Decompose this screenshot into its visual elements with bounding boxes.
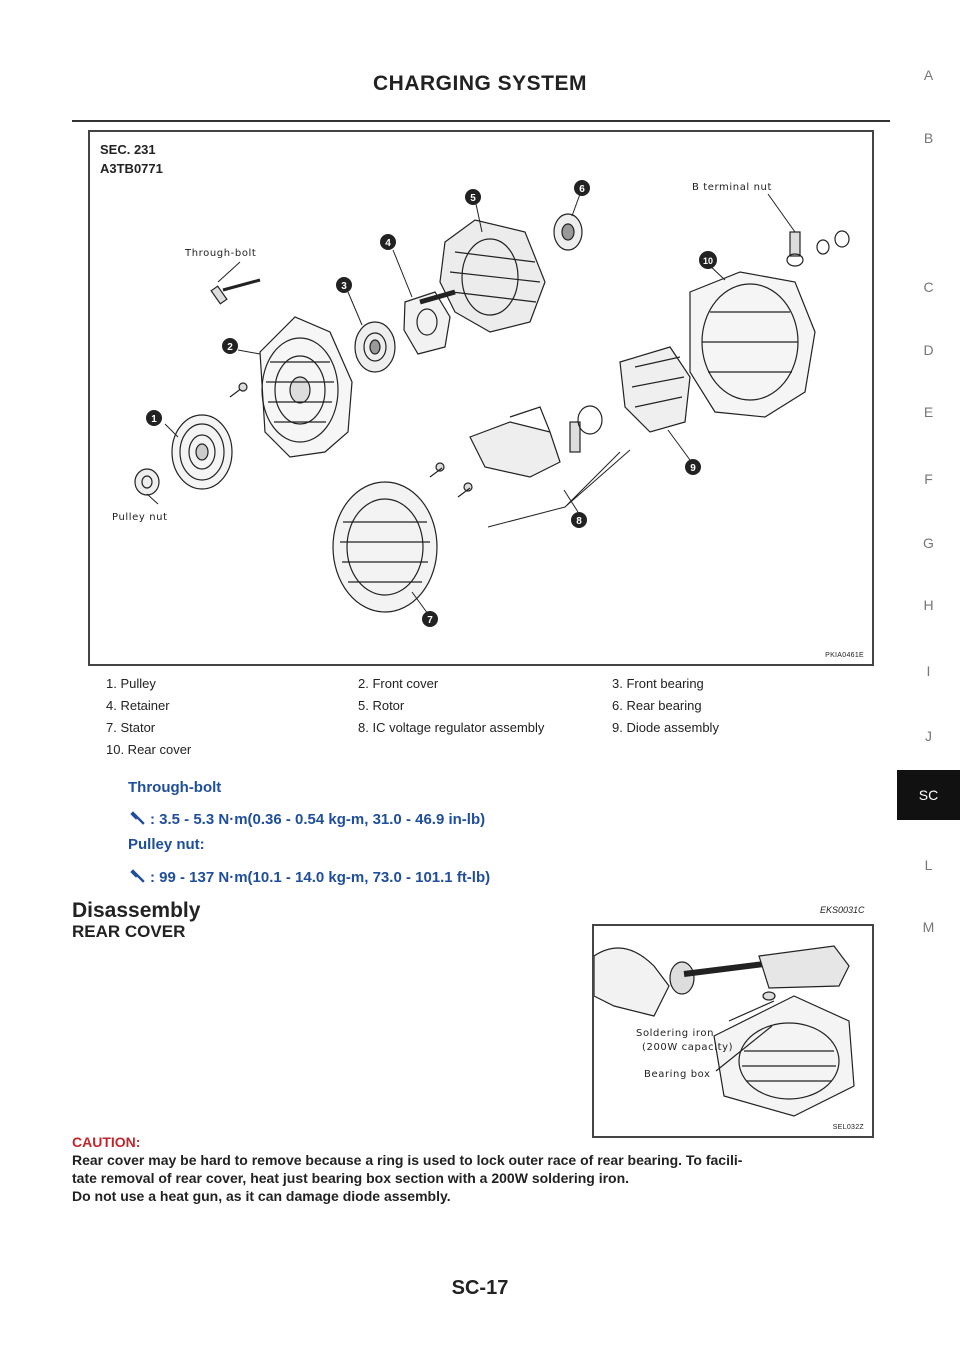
torque-pulley-nut-value: : 99 - 137 N·m(10.1 - 14.0 kg-m, 73.0 - 101.1 ft-lb)	[130, 868, 490, 886]
pulley-part	[172, 415, 232, 489]
svg-text:8: 8	[576, 516, 582, 527]
part-item: 6. Rear bearing	[612, 698, 702, 713]
torque-through-bolt-value: : 3.5 - 5.3 N·m(0.36 - 0.54 kg-m, 31.0 - 46.9 in-lb)	[130, 810, 485, 828]
callout-4	[380, 234, 396, 250]
rear-bearing-part	[554, 214, 582, 250]
callout-10	[699, 251, 717, 269]
callout-1	[146, 410, 162, 426]
index-item-c[interactable]: C	[923, 279, 934, 295]
part-item: 1. Pulley	[106, 676, 156, 691]
page-number: SC-17	[451, 1277, 509, 1299]
torque-wrench-icon	[130, 868, 146, 884]
part-item: 3. Front bearing	[612, 676, 704, 691]
exploded-view-drawing	[90, 132, 872, 664]
figure-section-ref: SEC. 231 A3TB0771	[100, 142, 163, 176]
svg-text:4: 4	[385, 238, 391, 249]
svg-text:9: 9	[690, 463, 696, 474]
callout-3	[336, 277, 352, 293]
index-item-j[interactable]: J	[925, 728, 932, 744]
index-item-d[interactable]: D	[923, 342, 934, 358]
diode-assembly-part	[620, 347, 690, 432]
caution-label: CAUTION:	[72, 1134, 141, 1150]
through-bolt-part	[211, 280, 260, 304]
index-item-a[interactable]: A	[923, 67, 934, 83]
figure-code: SEL032Z	[832, 1124, 864, 1131]
part-item: 5. Rotor	[358, 698, 405, 713]
stator-part	[333, 482, 437, 612]
caution-text: Rear cover may be hard to remove because a ring is used to lock outer race of rear bearing. To facili- tate removal of rear cover, heat just bearing box section with a 200W soldering iron. Do not use a heat gun, as it can damage diode assembly.	[72, 1152, 743, 1204]
front-bearing-part	[355, 322, 395, 372]
label-soldering-iron: Soldering iron	[636, 1028, 715, 1039]
soldering-figure	[592, 924, 874, 1138]
figure-code: PKIA0461E	[825, 652, 864, 659]
index-item-e[interactable]: E	[923, 404, 934, 420]
svg-text:3: 3	[341, 281, 347, 292]
label-bearing-box: Bearing box	[644, 1069, 711, 1080]
iron-body	[759, 946, 849, 988]
callout-2	[222, 338, 238, 354]
index-item-g[interactable]: G	[923, 535, 934, 551]
svg-text:5: 5	[470, 193, 476, 204]
soldering-drawing	[594, 926, 872, 1136]
label-through-bolt: Through-bolt	[185, 248, 257, 259]
callout-7	[422, 611, 438, 627]
section-code: EKS0031C	[820, 905, 865, 915]
torque-wrench-icon	[130, 810, 146, 826]
side-index	[897, 60, 960, 960]
index-item-sc[interactable]: SC	[897, 770, 960, 820]
alternator-exploded-figure	[88, 130, 874, 666]
index-item-b[interactable]: B	[923, 130, 934, 146]
subsection-heading: REAR COVER	[72, 922, 186, 941]
hand-shape	[594, 948, 669, 1016]
index-item-l[interactable]: L	[924, 857, 933, 873]
part-item: 9. Diode assembly	[612, 720, 719, 735]
part-item: 8. IC voltage regulator assembly	[358, 720, 545, 735]
torque-pulley-nut-label: Pulley nut:	[128, 836, 205, 853]
rear-cover-part	[690, 272, 815, 417]
svg-text:7: 7	[427, 615, 433, 626]
index-item-m[interactable]: M	[922, 919, 935, 935]
svg-text:6: 6	[579, 184, 585, 195]
callout-9	[685, 459, 701, 475]
section-heading: Disassembly	[72, 899, 201, 922]
index-item-f[interactable]: F	[924, 471, 933, 487]
index-item-i[interactable]: I	[926, 663, 931, 679]
page-title: CHARGING SYSTEM	[372, 72, 587, 95]
header-rule	[72, 120, 890, 122]
b-terminal-nut-part	[787, 231, 849, 266]
part-item: 10. Rear cover	[106, 742, 192, 757]
torque-through-bolt-label: Through-bolt	[128, 779, 222, 796]
label-pulley-nut: Pulley nut	[112, 512, 168, 523]
callout-5	[465, 189, 481, 205]
ic-regulator-part	[430, 406, 602, 497]
label-b-terminal-nut: B terminal nut	[692, 182, 772, 193]
index-item-h[interactable]: H	[923, 597, 934, 613]
callout-8	[571, 512, 587, 528]
label-iron-capacity: (200W capacity)	[642, 1042, 734, 1053]
part-item: 4. Retainer	[106, 698, 170, 713]
svg-text:2: 2	[227, 342, 233, 353]
svg-text:1: 1	[151, 414, 157, 425]
pulley-nut-part	[135, 469, 159, 495]
part-item: 7. Stator	[106, 720, 156, 735]
callout-6	[574, 180, 590, 196]
small-screw-part	[230, 383, 247, 397]
part-item: 2. Front cover	[358, 676, 439, 691]
front-cover-part	[260, 317, 352, 457]
svg-text:10: 10	[702, 256, 714, 266]
